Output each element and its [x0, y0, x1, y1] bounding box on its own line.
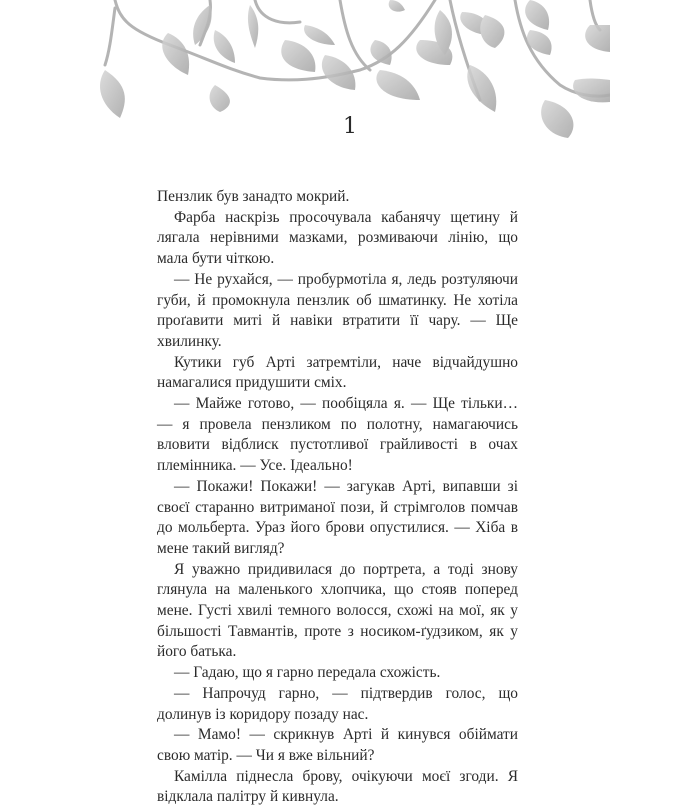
- chapter-number: 1: [343, 114, 357, 139]
- paragraph: — Мамо! — скрикнув Арті й кинувся обіймати свою матір. — Чи я вже вільний?: [157, 726, 518, 764]
- paragraph: Пензлик був занадто мокрий.: [157, 188, 350, 205]
- paragraph: — Майже готово, — пообіцяла я. — Ще тільки… — я провела пензликом по полотну, намагаючись вловити відблиск пустотливої грайливості в очах племінника. — Усе. Ідеально!: [157, 395, 518, 475]
- paragraph: — Напрочуд гарно, — підтвердив голос, що долинув із коридору позаду нас.: [157, 684, 518, 723]
- paragraph: Кутики губ Арті затремтіли, наче відчайдушно намагалися придушити сміх.: [157, 353, 518, 392]
- paragraph: Камілла піднесла брову, очікуючи моєї згоди. Я відклала палітру й кивнула.: [157, 767, 518, 806]
- paragraph: Я уважно придивилася до портрета, а тоді знову глянула на маленького хлопчика, що стояв поперед мене. Густі хвилі темного волосся, схожі на мої, як у більшості Тавмантів, проте з носиком-ґудзиком, як у його батька.: [157, 560, 518, 661]
- paragraph: — Покажи! Покажи! — загукав Арті, випавши зі своєї старанно витриманої пози, й стрімголов помчав до мольберта. Ураз його брови опустилися. — Хіба в мене такий вигляд?: [157, 477, 518, 557]
- paragraph: — Гадаю, що я гарно передала схожість.: [174, 664, 441, 682]
- paragraph: Фарба наскрізь просочувала кабанячу щетину й лягала нерівними мазками, розмиваючи лінію, що мала бути чіткою.: [157, 208, 518, 268]
- paragraph: — Не рухайся, — пробурмотіла я, ледь розтуляючи губи, й промокнула пензлик об шматинку. Не хотіла проґавити миті й навіки втратити її чару. — Ще хвилинку.: [157, 270, 518, 350]
- chapter-body-text: [157, 187, 518, 808]
